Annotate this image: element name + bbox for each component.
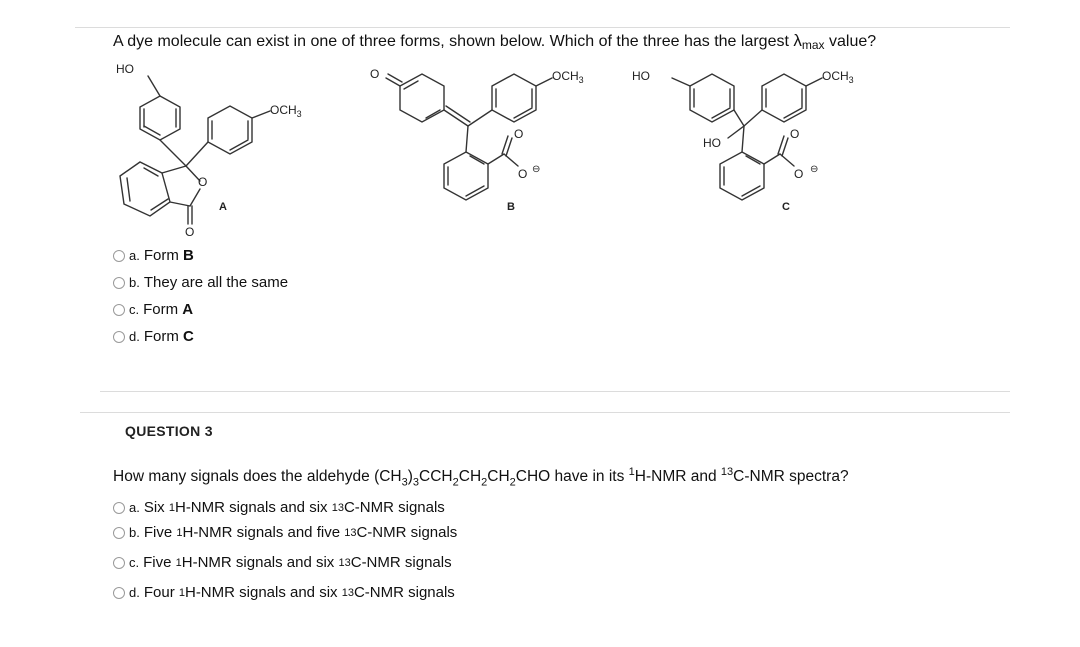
q3-option-d[interactable] xyxy=(113,584,455,601)
question-separator-2 xyxy=(80,412,1010,413)
structure-a xyxy=(120,76,270,224)
option-text: H-NMR signals and five xyxy=(182,524,345,541)
radio-button[interactable] xyxy=(113,250,125,262)
radio-button[interactable] xyxy=(113,277,125,289)
option-sup: 1 xyxy=(168,501,175,514)
prompt-sub: 2 xyxy=(452,476,459,489)
option-letter: a. xyxy=(129,248,140,263)
carbonyl-o-label-a: O xyxy=(185,225,195,236)
ho-label-c: HO xyxy=(632,69,650,83)
prompt-part: How many signals does the aldehyde (CH xyxy=(113,468,402,486)
option-text: C-NMR signals xyxy=(356,524,458,541)
question-3-title: QUESTION 3 xyxy=(125,423,213,439)
prompt-part: CH xyxy=(458,468,482,486)
q1-option-a[interactable] xyxy=(113,247,194,264)
option-text: Form xyxy=(143,301,183,318)
ho-label-c-central: HO xyxy=(703,136,721,150)
och3-sub: 3 xyxy=(578,75,584,85)
och3-text: OCH xyxy=(270,103,297,117)
option-letter: d. xyxy=(129,329,140,344)
carboxylate-o-label-c: O xyxy=(794,167,804,181)
option-sup: 13 xyxy=(331,501,344,514)
option-text: Four xyxy=(143,584,179,601)
top-divider xyxy=(75,27,1010,28)
label-b: B xyxy=(507,201,515,213)
carbonyl-o-label-c: O xyxy=(790,127,800,141)
och3-sub: 3 xyxy=(848,75,854,85)
option-bold: B xyxy=(183,247,194,264)
option-text: Six xyxy=(143,499,169,516)
label-c: C xyxy=(782,201,790,213)
option-letter: b. xyxy=(129,275,140,290)
option-text: H-NMR signals and six xyxy=(174,499,332,516)
option-text: Five xyxy=(143,524,177,541)
question-1-prompt xyxy=(113,31,876,51)
ho-label-a: HO xyxy=(116,62,134,76)
prompt-text: A dye molecule can exist in one of three forms, shown below. Which of the three has the largest xyxy=(113,33,794,50)
prompt-part: ) xyxy=(407,468,413,486)
prompt-part: C-NMR spectra? xyxy=(733,468,849,486)
lambda-subscript: max xyxy=(801,38,825,52)
quinone-o-label-b: O xyxy=(370,67,380,81)
prompt-part: CCH xyxy=(419,468,453,486)
prompt-sub: 2 xyxy=(509,476,516,489)
option-sup: 13 xyxy=(344,526,357,539)
radio-button[interactable] xyxy=(113,587,125,599)
radio-button[interactable] xyxy=(113,527,125,539)
carboxylate-o-label-b: O xyxy=(518,167,528,181)
prompt-sub: 3 xyxy=(412,476,420,489)
ring-o-label-a: O xyxy=(198,175,208,189)
negative-charge-icon: ⊖ xyxy=(810,164,819,175)
option-text: Form xyxy=(143,247,184,264)
option-sup: 1 xyxy=(178,586,185,599)
carbonyl-o-label-b: O xyxy=(514,127,524,141)
option-letter: c. xyxy=(129,302,140,317)
q1-option-c[interactable] xyxy=(113,301,193,318)
och3-label-c xyxy=(822,69,854,85)
option-text: They are all the same xyxy=(143,274,289,291)
och3-text: OCH xyxy=(552,69,579,83)
prompt-sup: 13 xyxy=(720,466,734,478)
option-text: H-NMR signals and six xyxy=(184,584,342,601)
prompt-part: H-NMR and xyxy=(634,468,721,486)
option-letter: c. xyxy=(129,555,140,570)
option-text: C-NMR signals xyxy=(343,499,445,516)
option-text: H-NMR signals and six xyxy=(181,554,339,571)
option-text: C-NMR signals xyxy=(350,554,452,571)
q3-option-b[interactable] xyxy=(113,524,457,541)
och3-label-b xyxy=(552,69,584,85)
option-letter: b. xyxy=(129,525,140,540)
option-text: Five xyxy=(143,554,176,571)
och3-label-a xyxy=(270,103,302,119)
question-3-prompt xyxy=(113,466,849,488)
prompt-sub: 2 xyxy=(481,476,488,489)
option-letter: d. xyxy=(129,585,140,600)
q3-option-a[interactable] xyxy=(113,499,445,516)
prompt-part: CH xyxy=(487,468,510,486)
label-a: A xyxy=(219,201,227,213)
prompt-sup: 1 xyxy=(628,466,635,478)
prompt-sub: 3 xyxy=(401,476,408,489)
prompt-text-end: value? xyxy=(824,33,877,50)
prompt-part: CHO have in its xyxy=(515,468,629,486)
lambda-symbol: λ xyxy=(793,31,802,50)
option-sup: 13 xyxy=(338,556,351,569)
radio-button[interactable] xyxy=(113,557,125,569)
q1-option-b[interactable] xyxy=(113,274,288,291)
option-sup: 1 xyxy=(175,556,182,569)
och3-sub: 3 xyxy=(296,109,302,119)
option-sup: 1 xyxy=(176,526,183,539)
negative-charge-icon: ⊖ xyxy=(532,164,541,175)
q3-option-c[interactable] xyxy=(113,554,452,571)
option-letter: a. xyxy=(129,500,140,515)
question-separator-1 xyxy=(100,391,1010,392)
structure-c xyxy=(672,74,822,200)
radio-button[interactable] xyxy=(113,304,125,316)
q1-option-d[interactable] xyxy=(113,328,194,345)
structure-b xyxy=(386,74,552,200)
option-text: Form xyxy=(143,328,184,345)
option-bold: C xyxy=(183,328,194,345)
och3-text: OCH xyxy=(822,69,849,83)
radio-button[interactable] xyxy=(113,502,125,514)
radio-button[interactable] xyxy=(113,331,125,343)
option-sup: 13 xyxy=(341,586,354,599)
dye-structures-figure xyxy=(100,56,920,236)
option-text: C-NMR signals xyxy=(353,584,455,601)
option-bold: A xyxy=(182,301,194,318)
